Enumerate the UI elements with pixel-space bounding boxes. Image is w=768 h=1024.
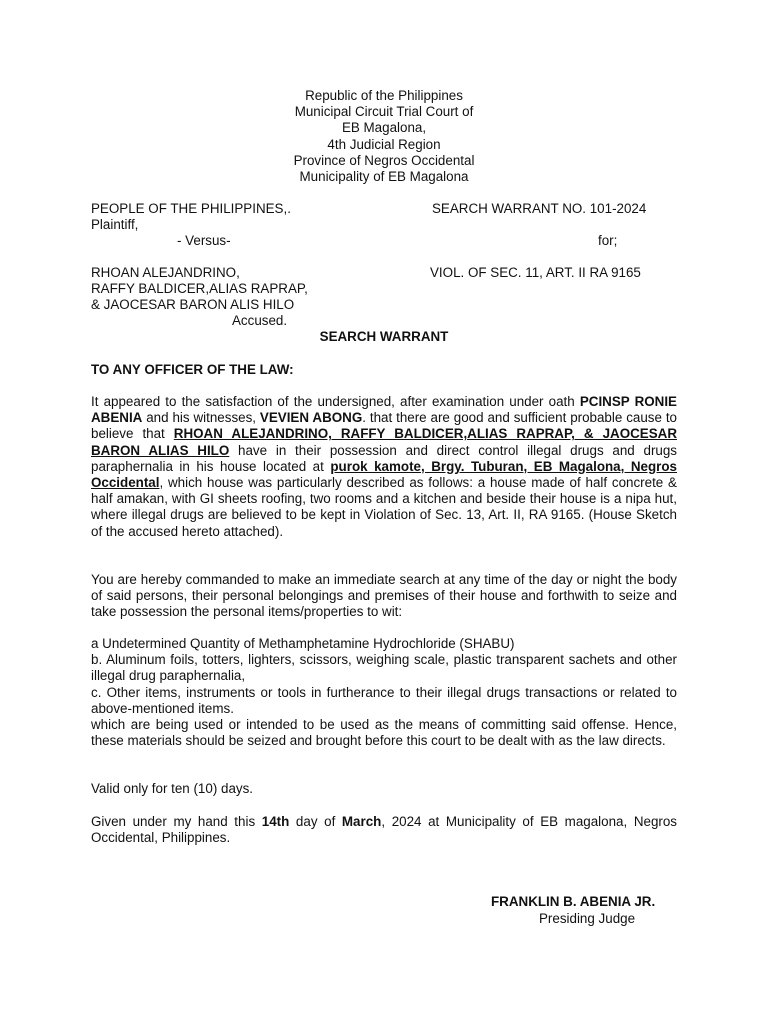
plaintiff-name: PEOPLE OF THE PHILIPPINES,.	[91, 201, 291, 216]
given-text: , 2024 at Municipality of EB magalona, Negros Occidental, Philippines.	[91, 814, 677, 846]
para1-text: It appeared to the satisfaction of the undersigned, after examination under oath	[91, 394, 580, 409]
violation-label: VIOL. OF SEC. 11, ART. II RA 9165	[430, 265, 641, 280]
given-month: March	[341, 814, 382, 829]
para1-text: , which house was particularly described as follows: a house made of half concrete & half amakan, with GI sheets roofing, two rooms and a kitchen and beside their house is a nipa hut, where illegal drugs are believed to be kept in Violation of Sec. 13, Art. II, RA 9165. (House Sketch of the accused hereto attached).	[91, 475, 677, 539]
judge-name: FRANKLIN B. ABENIA JR.	[491, 894, 656, 909]
item-b: b. Aluminum foils, totters, lighters, scissors, weighing scale, plastic transparent sachets and other illegal drug paraphernalia,	[91, 652, 677, 684]
para1-text: . that there are good and sufficient probable cause to believe that	[91, 410, 677, 442]
given-text: Given under my hand this	[91, 814, 262, 829]
items-closing: which are being used or intended to be used as the means of committing said offense. Hence, these materials should be seized and brought before this court to be dealt with as the law directs.	[91, 717, 677, 749]
given-clause	[91, 814, 677, 846]
warrant-number: SEARCH WARRANT NO. 101-2024	[432, 201, 647, 216]
accused-role: Accused.	[232, 313, 288, 328]
house-location: purok kamote, Brgy. Tuburan, EB Magalona, Negros Occidental	[91, 458, 678, 491]
plaintiff-role: Plaintiff,	[91, 217, 139, 232]
officer-name: PCINSP RONIE ABENIA	[91, 394, 677, 426]
accused-line: RHOAN ALEJANDRINO,	[91, 265, 240, 280]
header-line: Municipal Circuit Trial Court of	[294, 104, 474, 120]
paragraph-probable-cause	[91, 394, 677, 540]
given-day: 14th	[261, 814, 290, 829]
paragraph-command: You are hereby commanded to make an immediate search at any time of the day or night the body of said persons, their personal belongings and premises of their house and forthwith to seize and take possession the personal items/properties to wit:	[91, 572, 677, 620]
document-title: SEARCH WARRANT	[319, 329, 449, 344]
accused-line: RAFFY BALDICER,ALIAS RAPRAP,	[91, 281, 308, 296]
para1-text: have in their possession and direct control illegal drugs and drugs paraphernalia in his house located at	[91, 442, 677, 474]
accused-names: RHOAN ALEJANDRINO, RAFFY BALDICER,ALIAS RAPRAP, & JAOCESAR BARON ALIAS HILO	[91, 426, 677, 458]
salutation: TO ANY OFFICER OF THE LAW:	[91, 362, 294, 377]
item-a: a Undetermined Quantity of Methamphetamine Hydrochloride (SHABU)	[91, 636, 515, 651]
validity-note: Valid only for ten (10) days.	[91, 781, 254, 796]
item-c: c. Other items, instruments or tools in furtherance to their illegal drugs transactions or related to above-mentioned items.	[91, 684, 677, 716]
witness-name: VEVIEN ABONG	[259, 410, 363, 426]
given-text: day of	[289, 814, 342, 829]
header-line: Republic of the Philippines	[305, 88, 463, 103]
header-line: 4th Judicial Region	[327, 136, 441, 152]
court-header	[0, 88, 768, 185]
judge-title: Presiding Judge	[539, 911, 636, 926]
header-line: Province of Negros Occidental	[293, 152, 475, 168]
for-label: for;	[598, 233, 618, 248]
para1-text: and his witnesses,	[142, 410, 260, 426]
header-line: Municipality of EB Magalona	[299, 169, 469, 185]
header-line: EB Magalona,	[341, 120, 427, 136]
accused-line: & JAOCESAR BARON ALIS HILO	[91, 297, 295, 312]
versus-label: - Versus-	[177, 233, 231, 248]
items-list	[91, 636, 677, 749]
